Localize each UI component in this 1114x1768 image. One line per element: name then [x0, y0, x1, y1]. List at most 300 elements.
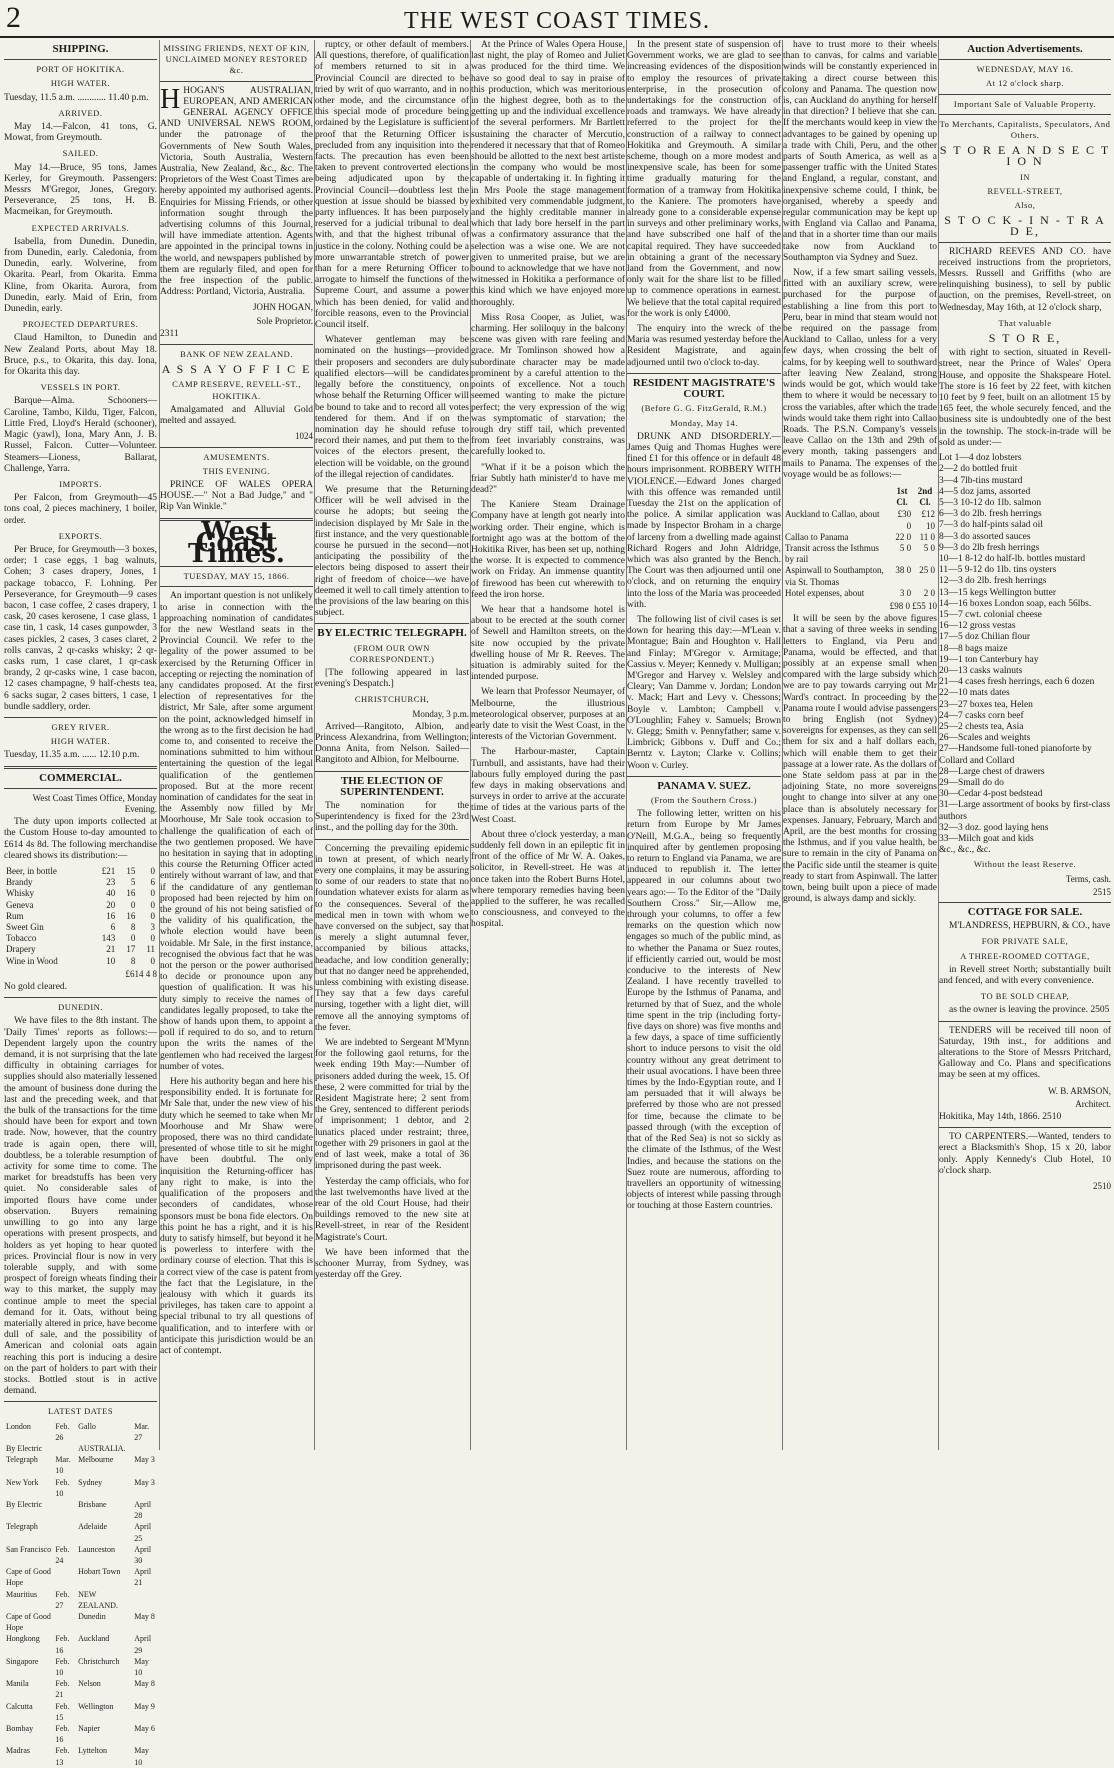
in-label: IN [1020, 171, 1030, 182]
dates-date-a [53, 1566, 76, 1588]
maria-enquiry-text: The enquiry into the wreck of the Maria was resumed yesterday before the Resident Magistrate, and again adjourned until two o'clock to-day. [627, 324, 781, 368]
lot-item: 14—16 boxes London soap, each 56lbs. [939, 598, 1092, 609]
fares-header-cell: 1st Cl. [896, 485, 908, 508]
duty-pounds: 20 [106, 899, 116, 910]
cheap-description: as the owner is leaving the province. 2505 [949, 1005, 1110, 1016]
dates-date-a: Feb. 10 [55, 1477, 70, 1498]
assay-number: 1024 [295, 431, 313, 442]
dates-date-b: May 6 [134, 1724, 155, 1734]
lot-item: 13—15 kegs Wellington butter [939, 587, 1057, 598]
dates-date-b: May 8 [134, 1679, 155, 1689]
store-label: S T O R E, [988, 331, 1062, 346]
duty-pence: 0 [150, 933, 155, 944]
dates-row [4, 1723, 157, 1745]
dates-row [4, 1701, 157, 1723]
dates-place-a: Singapore [6, 1656, 39, 1666]
dates-place-a: London [6, 1421, 31, 1431]
dates-date-b: April 30 [134, 1544, 152, 1565]
editorial-para-1: An important question is not unlikely to arise in connection with the approaching nomination of candidates for the new Westland seats in the Provincial Council. We refer to the legality of the power assumed to be exercised by the Returning Officer in accepting or rejecting the nomination of any candidates proposed. At the first election of representatives for the district, Mr Sale, after some argument on the point, acknowledged himself in the wrong as to the first decision he had come to, and consented to receive the nominations submitted to him without entertaining the question of the legal qualification of the gentlemen proposed. But at the more recent nomination of candidates for the seat in the Assembly now filled by Mr Moorhouse, Mr Sale took occasion to challenge the qualification of each of the two gentlemen proposed. We have no hesitation in saying that in adopting this course the Returning Officer acted entirely without warrant of law, and that if the candidature of any gentleman proposed had been rejected by him on the ground of his not being satisfied of the validity of his qualification, the whole election would have been voidable. Mr Sale, in the first instance, recognised the obvious fact that he was not the person or the power authorised to decide or pronounce upon any question of qualification. It was his duty simply to receive the names of candidates legally proposed, to take the show of hands upon them, to appoint a poll if required to do so, and to return upon the writs the names of the gentlemen who had received the largest number of votes. [160, 591, 313, 1072]
duty-row [4, 956, 157, 967]
lot-item: 30—Cedar 4-post bedstead [939, 789, 1043, 800]
assay-subheading: CAMP RESERVE, REVELL-ST., HOKITIKA. [172, 379, 301, 401]
dates-place-b: Nelson [78, 1679, 101, 1689]
fare-first: 5 0 [899, 542, 912, 553]
lot-item: 3—4 7lb-tins mustard [939, 475, 1023, 486]
duty-shillings: 5 [130, 877, 136, 888]
dates-date-a: Feb. 26 [55, 1421, 70, 1442]
vessels-text: Barque—Alma. Schooners—Caroline, Tambo, Kildu, Tiger, Falcon, Little Fred, Lloyd's Herald (schooner), Magic (yawl), Iona, Mary Ann, J. B. Russel, Falcon. Cutter—Volunteer. Steamers—Lioness, Ballarat, Challenge, Yarra. [4, 396, 157, 474]
fare-second: 25 0 [919, 565, 935, 576]
duty-total: £614 4 8 [125, 968, 157, 979]
duty-row [4, 944, 157, 955]
dates-place-a: Manila [6, 1679, 29, 1689]
fare-second: £12 10 [921, 509, 935, 531]
lot-item: 7—3 do half-pints salad oil [939, 520, 1043, 531]
dates-row [4, 1745, 157, 1767]
dates-date-b: April 25 [134, 1522, 152, 1543]
dates-date-a: Feb. 27 [55, 1589, 70, 1610]
editorial-para-2: Here his authority began and here his responsibility ended. It is fortunate for Mr Sale that, under the new view of his duty which he seemed to take when Mr Moorhouse and Mr Shaw were proposed, there was no third candidate presented of whose title to sit he might have been doubtful. The only inquisition the Returning-officer has any right to make, is into the qualification of the proposers and seconders of candidates, whose sponsors must be bona fide electors. On this point he has a right, and it is his duty to satisfy himself, but beyond it he is powerless to interfere with the ordinary course of election. That this is a correct view of the case is patent from the fact that the Legislature, in the jealousy with which it guards its privileges, has taken care to appoint a special tribunal to try all questions of qualification, and to interfere with or anticipate this jurisdiction would be an act of contempt. [160, 1077, 313, 1356]
dates-row [4, 1454, 157, 1476]
column-panama-continued [782, 40, 937, 1450]
lot-item: &c., &c., &c. [939, 845, 991, 856]
dates-place-b: Wellington [78, 1701, 114, 1711]
shipping-heading: SHIPPING. [52, 43, 109, 55]
lot-item: 24—7 casks corn beef [939, 710, 1024, 721]
dates-row [4, 1477, 157, 1499]
dates-row [4, 1566, 157, 1588]
duty-table [4, 866, 157, 967]
duty-row [4, 933, 157, 944]
dates-place-b: NEW ZEALAND. [78, 1589, 118, 1610]
lot-item: 9—3 do 2lb fresh herrings [939, 542, 1040, 553]
assay-text: Amalgamated and Alluvial Gold melted and assayed. [160, 404, 313, 427]
theatre-text-2: Miss Rosa Cooper, as Juliet, was charming. Her soliloquy in the balcony scene was given with rare feeling and grace. Mr Tomlinson showed how a subordinate character may be made prominent by a careful attention to the points of excellence. Not a touch seemed wanting to make the picture perfect; the very expression of the wig was symptomatic of starvation; the rough dry stiff tail, which prevented from feet invariably constrains, was carefully looked to. [471, 312, 625, 458]
dates-row [4, 1443, 157, 1454]
lot-item: 20—13 casks walnuts [939, 665, 1023, 676]
high-water-times: Tuesday, 11.5 a.m. ............ 11.40 p.m. [4, 92, 149, 103]
duty-item: Sweet Gin [6, 922, 44, 933]
duty-item: Geneva [6, 899, 34, 910]
hogan-text: HHOGAN'S AUSTRALIAN, EUROPEAN, AND AMERICAN GENERAL AGENCY OFFICE AND UNIVERSAL NEWS ROOM, under the patronage of the Governments of New South Wales, Victoria, South Australia, Western Australia, New Zealand, &c., &c. The Proprietors of the West Coast Times are hereby appointed my authorised agents. Enquiries for Missing Friends, or other information sought through the advertising columns of this Journal, will have immediate attention. Agents are appointed in the principal towns in the world, and newspapers published by them are regularly filed, and open for the free inspection of the public. Address: Portland, Victoria, Australia. [160, 83, 313, 298]
column-auctions [938, 40, 1111, 1450]
exports-text: Per Bruce, for Greymouth—3 boxes, order; 1 case eggs, 1 bag walnuts, Cohen; 3 cases drapery, Jones, 1 package tobacco, F. Lohning. Per Perseverance, for Greymouth—9 cases bacon, 1 case coffee, 2 cases drapery, 1 cask, 20 cases kerosene, 1 case glass, 1 case tin, 1 cask, 14 cases gunpowder, 3 cases pickles, 2 cases, 3 cases claret, 2 rolls canvas, 2 qr-casks whisky; 2 qr-casks rum, 1 case claret, 1 qr-cask brandy, 2 qr-casks wine, 1 case bacon, 12 cases champagne, 9 half-chests tea, 6 sacks sugar, 2 cases bitters, 1 case, 1 bundle saddlery, order. [4, 544, 157, 712]
dates-date-a [53, 1443, 76, 1454]
dunedin-text: We have files to the 8th instant. The 'Daily Times' reports as follows:— Dependent largely upon the country demand, it is not surprising that the late difficulty in obtaining carriages for supplies should also materially lessened the amount of business done during the last and the preceding week, and that the bulk of the transactions for the time should have been for export and town trade. Now, however, that the country trade is again open, there will, doubtless, be a tolerable resumption of activity for some time to come. The market for breadstuffs has been very quiet. No considerable sales of imported flours have come under observation. Buyers remaining unwilling to go into any large operations with present prospects, and holders as yet hoping to hear quoted prices. Provincial flour is now in very tolerable supply, and with some prospect of foreign wheats finding their way to this market, the supply may continue ample to meet the special demand for it. Oats, without being materially altered in price, have become dull of sale, and the possibility of American and colonial oats again reaching this port is inducing a desire on the part of holders to part with their stocks. Bottled stout is in active demand. [4, 1016, 157, 1397]
grey-high-water-label: HIGH WATER. [50, 736, 111, 747]
dates-place-a: Madras [6, 1746, 30, 1756]
duty-shillings: 0 [130, 899, 136, 910]
hogan-role: Sole Proprietor. [256, 315, 313, 326]
dates-place-a: Calcutta [6, 1701, 33, 1711]
lot-item: 19—1 ton Canterbury hay [939, 654, 1039, 665]
dates-row [4, 1544, 157, 1566]
dates-place-a: Hongkong [6, 1634, 40, 1644]
dates-row [4, 1611, 157, 1633]
fares-row [783, 543, 937, 565]
duty-item: Rum [6, 910, 24, 921]
dates-date-a: Feb. 15 [55, 1701, 70, 1722]
vessels-label: VESSELS IN PORT. [40, 382, 121, 393]
dates-date-a: Feb. 13 [55, 1746, 70, 1767]
duty-pence: 0 [150, 899, 155, 910]
lot-item: 15—7 cwt. colonial cheese [939, 609, 1042, 620]
that-valuable: That valuable [998, 317, 1052, 328]
dates-place-b: Napier [78, 1724, 100, 1734]
lot-item: 2—2 do bottled fruit [939, 464, 1018, 475]
dates-place-b: Christchurch [78, 1656, 120, 1666]
duty-shillings: 16 [126, 888, 136, 899]
theatre-text: At the Prince of Wales Opera House, last night, the play of Romeo and Juliet was produced for the third time. We have so good deal to say in praise of this production, which was meritorious in the highest degree, both as to the getting up and the individual excellence of the several performers. Mr Bartlett sustaining the character of Mercutio, rendered it necessary that that of Romeo should be allotted to the next best artiste in the company who would be most capable of undertaking it. In fighting it in Mrs Poole the stage management exhibited very commendable judgment, and the highly creditable manner in which that lady bore herself in the part was a confirmatory assurance that the selection was a wise one. We are not given to unmerited praise, but we are bound to acknowledge that we have not witnessed in Hokitika a performance of this kind which we have enjoyed more thoroughly. [471, 40, 625, 308]
duty-pence: 6 [150, 877, 155, 888]
dates-date-b: April 21 [134, 1567, 152, 1588]
rm-court-sub: (Before G. G. FitzGerald, R.M.) [641, 403, 767, 414]
landress-text: M'LANDRESS, HEPBURN, & CO., have [949, 921, 1111, 932]
lots-list [939, 453, 1111, 856]
dates-place-b: Gallo [78, 1421, 96, 1431]
telegraph-sub: (FROM OUR OWN CORRESPONDENT.) [349, 642, 435, 664]
fares-row [783, 532, 937, 543]
page-number: 2 [6, 1, 21, 34]
expected-label: EXPECTED ARRIVALS. [31, 222, 130, 233]
fare-second: 2 0 [923, 587, 935, 598]
commercial-heading: COMMERCIAL. [39, 771, 122, 784]
paper-nameplate: West Coast Times. [188, 516, 285, 569]
lot-item: 6—3 do 2lb. fresh herrings [939, 509, 1042, 520]
duty-shillings: 17 [126, 944, 136, 955]
fare-route: Transit across the Isthmus by rail [785, 542, 879, 565]
duty-shillings: 8 [130, 922, 136, 933]
tramway-text: In the present state of suspension of Government works, we are glad to see increasing evidences of the disposition to employ the resources of private enterprise, in the prosecution of undertakings for the construction of roads and tramways. We have already referred to the project for the construction of a railway to connect Hokitika and Greymouth. A similar scheme, though on a more modest and inexpensive scale, has been for some time gradually maturing for the formation of a tramway from Hokitika to the Kaniere. The promoters have already gone to a considerable expense in surveys and other preliminary works, and have subscribed one half of the capital required. They have succeeded in obtaining a grant of the necessary land from the Government, and now only wait for the share list to be filled up to commence operations in earnest. We believe that the total capital required for the work is only £4000. [627, 40, 781, 319]
masthead [0, 0, 1114, 38]
issue-date: TUESDAY, MAY 15, 1866. [183, 571, 290, 582]
dates-date-b: April 29 [134, 1634, 152, 1655]
fares-row [783, 588, 937, 599]
latest-dates-heading: LATEST DATES [47, 1406, 114, 1417]
expected-text: Isabella, from Dunedin. Dunedin, from Dunedin, early. Caledonia, from Dunedin, early. Wolverine, from Okarita. Pearl, from Okarita. Emma Kline, from Okarita. Aurora, from Dunedin, early. Maid of Erin, from Dunedin, early. [4, 236, 157, 315]
dates-date-b [132, 1443, 157, 1454]
fare-second: 11 0 [919, 531, 935, 542]
lot-item: 31—Large assortment of books by first-class authors [939, 800, 1111, 822]
dates-date-b: April 28 [134, 1499, 152, 1521]
duty-row [4, 911, 157, 922]
dates-place-b: AUSTRALIA. [78, 1443, 126, 1453]
dates-date-b: May 10 [134, 1746, 149, 1767]
civil-cases-text: The following list of civil cases is set down for hearing this day:—M'Lean v. Montague; Bain and Houghton v. Hall and Finlay; M'Gregor v. Armitage; Cassius v. Meyer; Kennedy v. Mulligan; M'Gregor and Harvey v. Welsley and Cleary; Van Damme v. Jordan; London v. Mack; Hart and Levy v. Chessons; Boyle v. Lambton; Campbell v. O'Loughlin; Fahey v. Samuels; Brown v. Glegg; Smith v. Pennyfather; same v. Limbrick; Gibbons v. Duff and Co.; Berntz v. Layton; Clarke v. Collins; Woon v. Curley. [627, 614, 781, 771]
fare-route: Hotel expenses, about [785, 587, 865, 598]
auction-date: WEDNESDAY, MAY 16. [976, 64, 1074, 75]
to-merchants: To Merchants, Capitalists, Speculators, And Others. [939, 118, 1111, 141]
turnbull-text: The Harbour-master, Captain Turnbull, and assistants, have had their labours fully employed during the past few days in making observations and surveys in order to arrive at the accurate time of tides at the various parts of the West Coast. [471, 747, 625, 825]
imports-text: Per Falcon, from Greymouth—45 tons coal, 2 pieces machinery, 1 boiler, order. [4, 493, 157, 526]
election-heading: THE ELECTION OF SUPERINTENDENT. [340, 774, 444, 798]
terms-cash: Terms, cash. [1065, 873, 1111, 884]
dates-place-b: Launceston [78, 1544, 116, 1554]
panama-heading: PANAMA V. SUEZ. [657, 779, 751, 792]
dates-date-b: Mar. 27 [134, 1421, 150, 1442]
gold-note: No gold cleared. [4, 982, 68, 993]
imports-label: IMPORTS. [59, 478, 102, 489]
fares-row [783, 509, 937, 531]
column-editorial [159, 40, 313, 1450]
lot-item: 26—Scales and weights [939, 733, 1031, 744]
dates-place-a: San Francisco [6, 1544, 52, 1554]
column-court [626, 40, 781, 1450]
fare-first: 3 0 [899, 587, 912, 598]
store-description: with right to section, situated in Revell-street, near the Prince of Wales' Opera House, and opposite the Shakspeare Hotel. The store is 16 feet by 22 feet, with kitchen 10 feet by 9 feet, built on an allotment 15 by 165 feet, the whole securely fenced, and the business site is undoubtedly one of the best in the township. The stock-in-trade will be sold as under:— [939, 348, 1111, 448]
gaol-text: We are indebted to Sergeant M'Mynn for the following gaol returns, for the week ending 19th May:—Number of prisoners added during the week, 15. Of these, 2 were committed for trial by the Resident Magistrate here; 2 sent from the Grey, sentenced to different periods of imprisonment; 1 debtor, and 2 lunatics placed under restraint; three, together with 29 prisoners in gaol at the end of last week, make a total of 36 imprisoned during the past week. [315, 1038, 469, 1172]
lot-item: 23—27 boxes tea, Helen [939, 699, 1033, 710]
dates-place-a: By Electric [6, 1499, 43, 1509]
neumayer-text: We learn that Professor Neumayer, of Melbourne, the illustrious meteorological observer, purposes at an early date to visit the West Coast, in the interests of the Victorian Government. [471, 687, 625, 743]
lot-item: 25—2 chests tea, Asia [939, 721, 1024, 732]
dates-date-a: Feb. 10 [55, 1656, 70, 1678]
panama-sub: (From the Southern Cross.) [650, 795, 758, 805]
duty-pence: 0 [150, 866, 155, 876]
editorial-continued-2: Whatever gentleman may be nominated on the hustings—provided their proposers and seconders are duly qualified electors—will be candidates legally before the constituency, on whose behalf the Returning Officer will be bound to take and to record all votes tendered for them. And if on the nomination day he should refuse to record their names, and put them to the voices of the electors present, the election will be voidable, on the ground of the illegal rejection of candidates. [315, 335, 469, 480]
fares-header-cell: 2nd Cl. [917, 485, 933, 508]
dates-row [4, 1521, 157, 1543]
duty-shillings: 8 [130, 955, 136, 966]
tenders-text: TENDERS will be received till noon of Saturday, 19th inst., for additions and alterations to the Store of Messrs Pritchard, Galloway and Co. Plans and specifications may be seen at my offices. [939, 1025, 1111, 1081]
dates-date-b: May 3 [134, 1477, 155, 1487]
reeves-text: RICHARD REEVES AND CO. have received instructions from the proprietors, Messrs. Russell and Griffiths (who are relinquishing business), to sell by public auction, on the premises, Revell-street, on Wednesday, May 16th, at 12 o'clock sharp, [939, 246, 1111, 313]
duty-pounds: 6 [110, 922, 116, 933]
rm-court-date: Monday, May 14. [670, 417, 738, 428]
drop-cap: H [160, 83, 181, 115]
dates-date-a: Feb. 16 [55, 1634, 70, 1655]
rm-court-heading: RESIDENT MAGISTRATE'S COURT. [632, 376, 776, 401]
duty-pence: 3 [150, 922, 155, 933]
lot-item: 5—3 10-12 do 1lb. salmon [939, 497, 1042, 508]
telegraph-time: Monday, 3 p.m. [412, 708, 469, 719]
sold-cheap: TO BE SOLD CHEAP, [980, 991, 1070, 1002]
no-reserve: Without the least Reserve. [973, 859, 1077, 870]
dates-row [4, 1678, 157, 1700]
editorial-continued-3: We presume that the Returning Officer will be well advised in the course he adopts; but seeing the indecision displayed by Mr Sale in the first instance, and the very questionable course he pursued in the second—not anticipating the possibility of the electors being disposed to assert their right of freedom of choice—we have deemed it well to call timely attention to the provisions of the law bearing on this subject. [315, 484, 469, 619]
duty-pounds: 21 [106, 944, 116, 955]
dates-row [4, 1656, 157, 1678]
duty-item: Beer, in bottle [6, 866, 57, 876]
lot-item: Lot 1—4 doz lobsters [939, 453, 1022, 464]
dates-date-b: May 3 [134, 1455, 155, 1465]
armson-date: Hokitika, May 14th, 1866. 2510 [939, 1112, 1062, 1123]
dates-date-a [53, 1611, 76, 1633]
theatre-quote: "What if it be a poison which the friar Subtly hath minister'd to have me dead?" [471, 462, 625, 495]
lot-item: 11—5 9-12 do 1lb. tins oysters [939, 565, 1057, 576]
arrived-label: ARRIVED. [58, 107, 103, 118]
dates-date-b: May 10 [134, 1656, 149, 1678]
duty-item: Tobacco [6, 933, 37, 944]
panama-text: The following letter, written on his return from Europe by Mr James O'Neill, M.G.A., being so frequently inquired after by gentlemen proposing to return to England via Panama, we are induced to republish it. The letter appeared in our columns about two years ago:— To the Editor of the "Daily Southern Cross." Sir,—Allow me, through your columns, to offer a few remarks on the question which now engages so much of the public mind, as to whether the Panama or Suez routes, if efficiently carried out, would be most conducive to the interests of New Zealand. I have recently travelled to Europe by the Isthmus of Panama, and returned by that of Suez, and the whole time spent in the trip (including forty-five days on shore) was five months and a few days, a space of time sufficiently short to induce persons to visit the old country without any great detriment to their usual avocations. I have been three times by the Indo-Egyptian route, and I am persuaded that it will always be preferred by those who are not pressed for time, because the climate to be passed through (with the exception of that of the Red Sea) is not so sickly as the climate of the Isthmus, of the West Indies, and because the stations on the Suez route are numerous, affording to travellers an opportunity of witnessing objects of interest while passing through or touching at those Eastern countries. [627, 809, 781, 1212]
sailed-label: SAILED. [62, 148, 99, 159]
latest-dates-table [4, 1421, 157, 1768]
carpenters-text: TO CARPENTERS.—Wanted, tenders to erect a Blacksmith's Shop, 15 x 20, labor only. Apply Kennedy's Club Hotel, 10 o'clock sharp. [939, 1132, 1111, 1176]
dates-row [4, 1499, 157, 1521]
dates-place-a: New York [6, 1477, 39, 1487]
three-roomed-cottage: A THREE-ROOMED COTTAGE, [960, 950, 1090, 961]
drainage-text: The Kaniere Steam Drainage Company have at length got nearly into working order. Their engine, which is fortnight ago was at the bottom of the Hokitika River, has been set up, nothing the worse. It is expected to commence work on Friday. An immense quantity of firewood has been cut wherewith to feed the iron horse. [471, 500, 625, 600]
terms-number: 2515 [1093, 886, 1111, 897]
dates-date-b: May 9 [134, 1701, 155, 1711]
lot-item: 28—Large chest of drawers [939, 766, 1045, 777]
lot-item: 8—3 do assorted sauces [939, 531, 1031, 542]
carpenters-number: 2510 [1093, 1181, 1111, 1192]
duty-pounds: 40 [106, 888, 116, 899]
dates-place-b: Melbourne [78, 1455, 114, 1465]
dates-place-a: Cape of Good Hope [6, 1612, 51, 1633]
lot-item: 33—Milch goat and kids [939, 834, 1034, 844]
dates-place-b: Sydney [78, 1477, 103, 1487]
lot-item: 17—5 doz Chilian flour [939, 632, 1031, 643]
lot-item: 12—3 do 2lb. fresh herrings [939, 576, 1047, 587]
dates-date-b: May 8 [134, 1612, 155, 1621]
dates-place-a: By Electric [6, 1443, 43, 1453]
dates-place-a: Bombay [6, 1724, 34, 1734]
missing-friends-heading: MISSING FRIENDS, NEXT OF KIN, UNCLAIMED MONEY RESTORED &c. [163, 43, 310, 76]
duty-pounds: £21 [101, 866, 116, 876]
panama-continued-1: have to trust more to their wheels than to canvas, for calms and variable winds will be constantly experienced in taking a direct course between this colony and Panama. The question now is, can Auckland do anything for herself in that direction? I believe that she can. If the merchants would keep in view the advantages to be gained by opening up a trade with Chili, Peru, and the other parts of South America, as well as a passenger traffic with the United States and England, a regular, constant, and inexpensive scheme could, I think, be organised, whereby a speedy and regular communication may be kept up with England via Callao and Panama, and that in a shorter time than our mails take now from Auckland to Southampton via Sydney and Suez. [783, 40, 937, 263]
dates-date-b [132, 1589, 157, 1611]
dates-date-a: Mar. 10 [55, 1455, 71, 1476]
duty-pounds: 10 [106, 955, 116, 966]
amusements-text: PRINCE OF WALES OPERA HOUSE.—" Not a Bad Judge," and " Rip Van Winkle." [160, 479, 313, 513]
dates-place-b: Lyttelton [78, 1746, 108, 1756]
commercial-dateline: West Coast Times Office, Monday Evening. [32, 792, 157, 814]
fare-route: Aspinwall to Southampton, via St. Thomas [785, 565, 884, 587]
grey-time: Tuesday, 11.35 a.m. ...... 12.10 p.m. [4, 750, 140, 761]
panama-continued-2: Now, if a few smart sailing vessels, fitted with an auxiliary screw, were purchased for the purpose of establishing a line from this port to Peru, bear in mind that steam would not be required on the passage from Auckland to Callao, unless for a very few days, when crossing the belt of calms, for by keeping well to southward after leaving New Zealand, strong winds would be got, which would take them to where it would be necessary to cross the variables, after which the trade winds would take them right into Callao Roads. The P.S.N. Company's vessels leave Callao on the 13th and 29th of every month, taking passengers and mails to Panama. The expenses of the voyage would be as follows:— [783, 268, 937, 480]
lot-item: 21—4 cases fresh herrings, each 6 dozen [939, 677, 1095, 688]
accident-text: About three o'clock yesterday, a man suddenly fell down in an epileptic fit in front of the office of Mr W. A. Oakes, solicitor, in Revell-street. He was at once taken into the Robert Burns Hotel, where temporary remedies having been applied to the sufferer, he was recalled to consciousness, and conveyed to the hospital. [471, 829, 625, 930]
architect-label: Architect. [1075, 1098, 1111, 1109]
store-and-section: S T O R E A N D S E C T I O N [939, 143, 1111, 169]
fever-text: Concerning the prevailing epidemic in town at present, of which nearly every one complains, it may be assuring to some of our readers to state that no foundation whatever exists for alarm as to the consequences. Several of the medical men in town with whom we have conversed on the subject, say that is merely a slight autumnal fever, accompanied by bilious attacks, headache, and low condition generally; but that no danger need be apprehended, unless combining with existing disease. They say that a few days careful nursing, together with a light diet, will remove all the annoying symptoms of the fever. [315, 843, 469, 1033]
fare-first: 22 0 [895, 531, 912, 542]
duty-shillings: 15 [126, 866, 136, 876]
fare-route: Callao to Panama [785, 531, 849, 542]
dunedin-heading: DUNEDIN. [58, 1002, 103, 1013]
exports-label: EXPORTS. [58, 530, 103, 541]
fares-table [783, 485, 937, 599]
newspaper-title: THE WEST COAST TIMES. [404, 8, 710, 34]
duty-shillings: 16 [126, 910, 136, 921]
duty-row [4, 888, 157, 899]
dates-date-a: Feb. 16 [55, 1724, 70, 1745]
duty-pence: 0 [150, 955, 155, 966]
dates-place-b: Hobart Town [78, 1567, 121, 1577]
lot-item: 10—1 8-12 do half-lb. bottles mustard [939, 553, 1086, 564]
telegraph-text: Arrived—Rangitoto, Albion, and Princess Alexandrina, from Wellington; Donna Anita, from Nelson. Sailed—Rangitoto and Albion, for Melbourne. [315, 721, 469, 766]
grey-river-label: GREY RIVER. [51, 721, 110, 732]
cottage-description: in Revell street North; substantially built and fenced, and with every convenience. [939, 964, 1111, 987]
lot-item: 22—10 mats dates [939, 688, 1010, 699]
duty-item: Wine in Wood [6, 955, 58, 966]
stock-in-trade: S T O C K - I N - T R A D E, [944, 213, 1106, 239]
duty-pounds: 16 [106, 910, 116, 921]
duty-item: Drapery [6, 944, 36, 955]
duty-shillings: 0 [130, 933, 136, 944]
fare-route: Auckland to Callao, about [785, 509, 880, 520]
duty-pounds: 143 [101, 933, 116, 944]
auction-heading: Auction Advertisements. [967, 43, 1083, 55]
dates-place-a: Cape of Good Hope [6, 1567, 51, 1588]
duty-item: Whisky [6, 888, 34, 899]
revell-street: REVELL-STREET, [987, 185, 1063, 196]
fare-first: 38 0 [895, 565, 912, 576]
auction-time: At 12 o'clock sharp. [985, 78, 1065, 89]
arrived-text: May 14.—Falcon, 41 tons, G. Mowat, from Greymouth. [4, 122, 157, 144]
fares-total: £98 0 £55 10 [889, 600, 937, 611]
telegraph-place: CHRISTCHURCH, [354, 694, 430, 705]
amusements-sub: THIS EVENING. [202, 465, 271, 476]
lot-item: 16—12 gross vestas [939, 621, 1016, 632]
dates-place-b: Auckland [78, 1634, 110, 1644]
lot-item: 4—5 doz jams, assorted [939, 486, 1031, 497]
dates-date-a: Feb. 24 [55, 1544, 70, 1565]
dates-place-a: Telegraph [6, 1455, 38, 1465]
dates-date-a [53, 1499, 76, 1521]
duty-item: Brandy [6, 877, 33, 888]
sailed-text: May 14.—Bruce, 95 tons, James Kerley, for Greymouth. Passengers: Messrs M'Gregor, Jones, Gregory. Perseverance, 25 tons, H. B. Macmeikan, for Greymouth. [4, 162, 157, 218]
dates-place-b: Adelaide [78, 1522, 108, 1532]
fare-second: 5 0 [923, 542, 935, 553]
dates-place-a: Telegraph [6, 1522, 38, 1532]
fares-header-cell [783, 485, 891, 509]
duty-row [4, 922, 157, 933]
hogan-number: 2311 [160, 328, 179, 339]
projected-label: PROJECTED DEPARTURES. [22, 319, 139, 330]
port-heading: PORT OF HOKITIKA. [36, 64, 125, 75]
duty-pence: 0 [150, 910, 155, 921]
rm-court-text: DRUNK AND DISORDERLY.—James Quig and Thomas Hughes were fined £1 for this offence or in default 48 hours imprisonment. ROBBERY WITH VIOLENCE.—Edward Jones charged with this offence was remanded until Tuesday the 21st on the application of the police. A similar application was made by Inspector Broham in a charge of larceny from a dwelling made against Richard Rogers and John Aldridge, which was also granted by the Bench. The Court was then adjourned until one o'clock, and on returning the enquiry into the loss of the Maria was proceeded with. [627, 431, 781, 610]
lot-item: 27—Handsome full-toned pianoforte by Collard and Collard [939, 744, 1092, 766]
column-shipping [4, 40, 157, 1767]
dates-row [4, 1589, 157, 1611]
also-label: Also, [1014, 200, 1036, 211]
fares-row [783, 565, 937, 587]
dates-date-a [53, 1521, 76, 1543]
panama-continued-3: It will be seen by the above figures that a saving of three weeks in sending letters to England, via Peru and Panama, would be effected, and that possibly at an expense small when compared with the large subsidy which we are to pay towards carrying out Mr Ward's contract. In proceeding by the Panama route I would advise passengers to bring English (not Sydney) sovereigns for expenses, as they can sell them for six and a half dollars each, which will enable them to get their passage at a lower rate. As the dollars of one State seldom pass at par in the adjoining State, no more sovereigns ought to change into silver at any one place than is absolutely necessary for expenses. January, February, March and April, are the best months for crossing the Isthmus, and if you value health, be sure to remain in the city of Panama on the Pacific side until the steamer is quite ready to start from Aspinwall. The latter town, being built upon a piece of made ground, is always damp and sickly. [783, 614, 937, 905]
duty-pence: 11 [146, 944, 155, 955]
commercial-intro: The duty upon imports collected at the Custom House to-day amounted to £614 4s 8d. The following merchandise cleared shows its distribution:— [4, 817, 157, 861]
editorial-continued-1: ruptcy, or other default of members. All questions, therefore, of qualification of members returned to sit in a Provincial Council are directed to be tried by writ of quo warranto, and in no other mode, and the circumstance of this special mode of procedure being ordained by the Legislature is sufficient proof that the Returning Officer is precluded from any inquisition into the facts. The precaution has even been taken to prevent controverted elections being adjudicated upon by the Provincial Council—doubtless lest the question at issue should be biassed by party influences. It has been purposely reserved for a judicial tribunal to deal with, and that the highest tribunal of justice in the colony. Nothing could be a more unwarrantable stretch of power than for a mere Returning Officer to arrogate to himself the functions of the Supreme Court, and assume a power which has been denied, for valid and forcible reasons, even to the Provincial Council itself. [315, 40, 469, 331]
armson-name: W. B. ARMSON, [1048, 1085, 1111, 1096]
bank-heading: BANK OF NEW ZEALAND. [180, 349, 293, 360]
important-sale: Important Sale of Valuable Property. [953, 98, 1097, 109]
dates-place-b: Brisbane [78, 1499, 107, 1509]
lot-item: 29—Small do do [939, 777, 1004, 788]
telegraph-note: [The following appeared in last evening's Despatch.] [315, 667, 469, 690]
projected-text: Claud Hamilton, to Dunedin and New Zealand Ports, about May 18. Bruce, p.s., to Okarita, this day. Iona, for Okarita this day. [4, 333, 157, 378]
hotel-text: We hear that a handsome hotel is about to be erected at the south corner of Sewell and Hamilton streets, on the site now occupied by the private dwelling house of Mr R. Reeves. The situation is admirably suited for the intended purpose. [471, 604, 625, 683]
dates-place-b: Dunedin [78, 1612, 106, 1621]
telegraph-heading: BY ELECTRIC TELEGRAPH. [317, 627, 467, 640]
cottage-heading: COTTAGE FOR SALE. [967, 906, 1083, 919]
duty-row [4, 877, 157, 888]
duty-row [4, 900, 157, 911]
assay-office: A S S A Y O F F I C E [161, 362, 312, 377]
high-water-label: HIGH WATER. [50, 78, 111, 89]
fare-first: £30 0 [897, 509, 912, 531]
column-local [470, 40, 625, 1450]
lot-item: 18—8 bags maize [939, 643, 1008, 654]
column-news [314, 40, 469, 1450]
dates-date-a: Feb. 21 [55, 1679, 70, 1700]
dates-row [4, 1633, 157, 1655]
duty-pence: 0 [150, 888, 155, 899]
dates-place-a: Mauritius [6, 1589, 38, 1599]
